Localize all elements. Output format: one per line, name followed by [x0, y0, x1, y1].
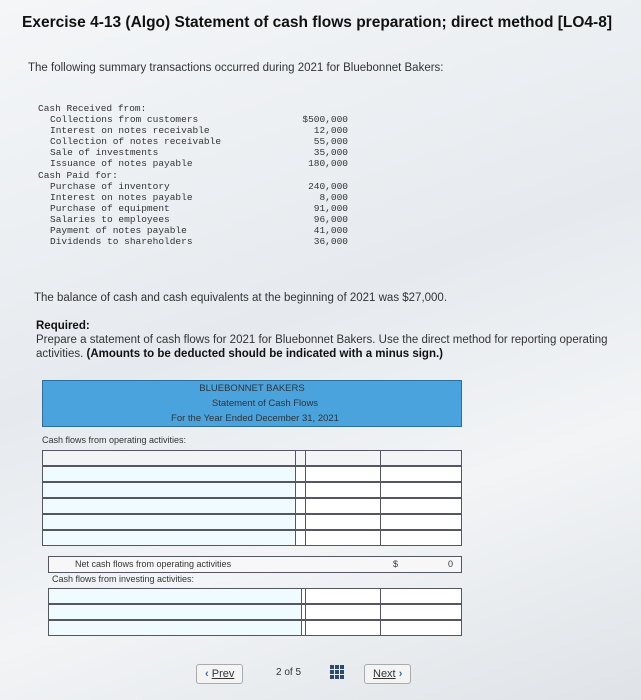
- table-row[interactable]: [48, 620, 462, 636]
- investing-label: Cash flows from investing activities:: [52, 574, 195, 584]
- net-operating-row: [48, 556, 462, 573]
- list-item: Sale of investments 35,000: [50, 147, 348, 159]
- exercise-title: Exercise 4-13 (Algo) Statement of cash flows preparation; direct method [LO4-8]: [22, 14, 612, 31]
- list-item: Collections from customers $500,000: [50, 114, 348, 126]
- required-text: Prepare a statement of cash flows for 2021 for Bluebonnet Bakers. Use the direct method for reporting operating activities. (Amounts to be deducted should be indicated with a minus sign.): [36, 334, 608, 360]
- operating-label: Cash flows from operating activities:: [42, 435, 187, 445]
- description-field[interactable]: [43, 467, 296, 481]
- net-operating-value: 0: [447, 559, 453, 569]
- amount-field[interactable]: [305, 515, 381, 529]
- description-field[interactable]: [43, 531, 296, 545]
- pagination-bar: [0, 662, 641, 686]
- table-row[interactable]: [42, 482, 462, 498]
- description-field[interactable]: [49, 589, 302, 603]
- description-field[interactable]: [43, 515, 296, 529]
- received-header: Cash Received from:: [38, 103, 147, 114]
- amount-field[interactable]: [305, 499, 381, 513]
- transactions-list: [38, 103, 348, 247]
- chevron-right-icon: ›: [398, 668, 403, 680]
- prev-label: Prev: [211, 668, 235, 680]
- statement-period: For the Year Ended December 31, 2021: [171, 413, 339, 424]
- table-row[interactable]: [42, 530, 462, 546]
- net-operating-currency: $: [393, 559, 399, 569]
- table-row[interactable]: [42, 514, 462, 530]
- description-field[interactable]: [49, 605, 302, 619]
- table-row: [42, 450, 462, 466]
- company-name: BLUEBONNET BAKERS: [199, 383, 305, 394]
- list-item: Purchase of inventory 240,000: [50, 180, 348, 192]
- prev-button[interactable]: [196, 664, 243, 684]
- list-item: Dividends to shareholders 36,000: [50, 236, 348, 248]
- list-item: Issuance of notes payable 180,000: [50, 158, 348, 170]
- description-field[interactable]: [49, 621, 302, 635]
- list-item: Purchase of equipment 91,000: [50, 202, 348, 214]
- next-button[interactable]: [364, 664, 411, 684]
- description-field[interactable]: [43, 483, 296, 497]
- amount-field[interactable]: [305, 467, 381, 481]
- list-item: Salaries to employees 96,000: [50, 213, 348, 225]
- description-field[interactable]: [43, 499, 296, 513]
- table-row[interactable]: [42, 466, 462, 482]
- chevron-left-icon: ‹: [205, 668, 209, 680]
- table-row[interactable]: [48, 604, 462, 620]
- page-indicator: 2 of 5: [276, 667, 302, 678]
- paid-header: Cash Paid for:: [38, 169, 118, 181]
- required-note: (Amounts to be deducted should be indicated with a minus sign.): [86, 347, 444, 360]
- table-row[interactable]: [48, 588, 462, 604]
- list-item: Interest on notes receivable 12,000: [50, 125, 348, 137]
- statement-header: [42, 380, 462, 427]
- net-operating-label: Net cash flows from operating activities: [75, 559, 232, 569]
- intro-text: The following summary transactions occurred during 2021 for Bluebonnet Bakers:: [28, 62, 444, 74]
- statement-name: Statement of Cash Flows: [211, 398, 319, 409]
- amount-field[interactable]: [305, 605, 381, 619]
- amount-field[interactable]: [305, 531, 381, 545]
- required-heading: Required:: [36, 320, 90, 332]
- amount-field[interactable]: [305, 589, 381, 603]
- list-item: Interest on notes payable 8,000: [50, 191, 348, 203]
- amount-field[interactable]: [305, 621, 381, 635]
- table-row[interactable]: [42, 498, 462, 514]
- grid-icon[interactable]: [330, 665, 344, 679]
- next-label: Next: [373, 668, 396, 680]
- amount-field[interactable]: [305, 483, 381, 497]
- list-item: Payment of notes payable 41,000: [50, 225, 348, 237]
- balance-text: The balance of cash and cash equivalents at the beginning of 2021 was $27,000.: [34, 292, 448, 304]
- list-item: Collection of notes receivable 55,000: [50, 136, 348, 148]
